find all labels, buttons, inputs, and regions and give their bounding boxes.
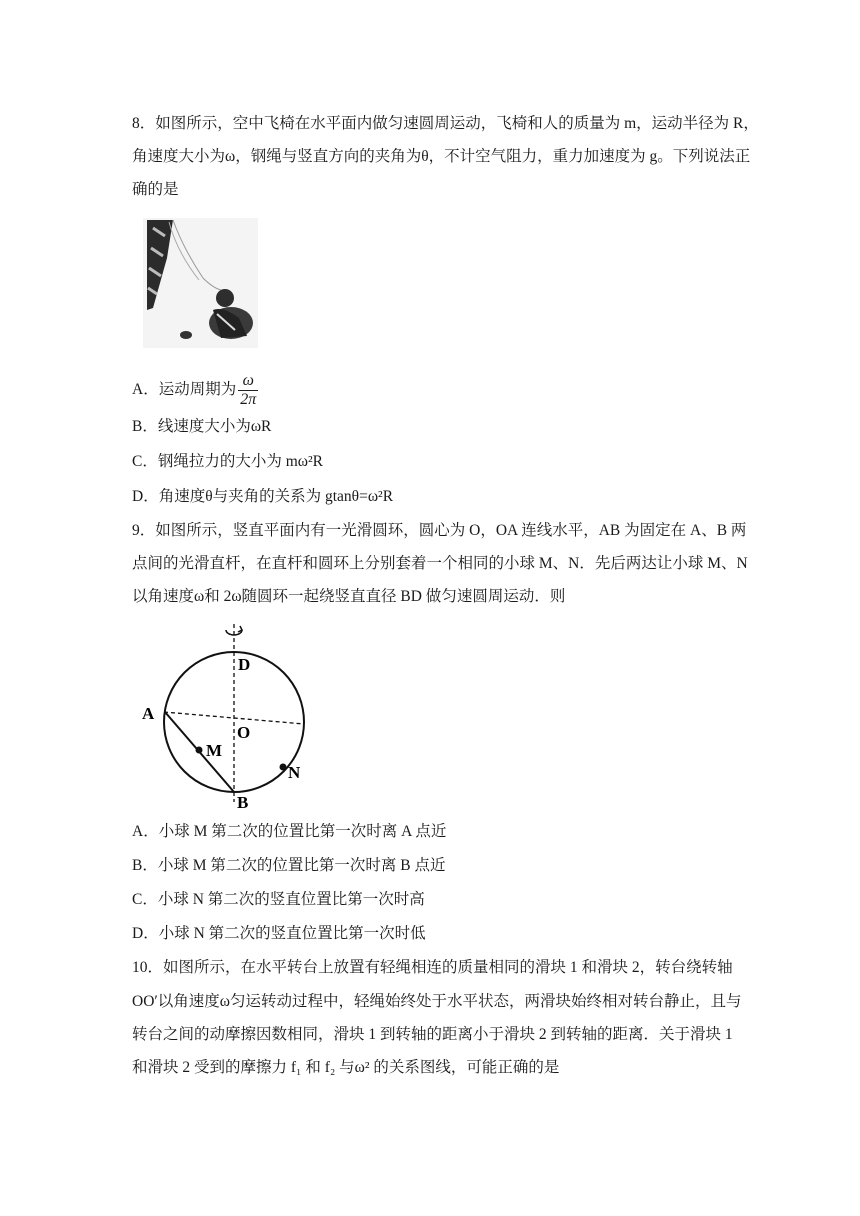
q8-option-a-fraction <box>238 372 258 409</box>
q9-stem-line3: 以角速度ω和 2ω随圆环一起绕竖直直径 BD 做匀速圆周运动．则 <box>132 588 566 605</box>
q8-swing-ride-figure <box>143 218 258 348</box>
q8-stem-line1: 8．如图所示，空中飞椅在水平面内做匀速圆周运动，飞椅和人的质量为 m，运动半径为 R， <box>132 115 759 132</box>
q9-label-m: M <box>206 741 223 760</box>
q10-stem-line2: OO′以角速度ω匀运转动过程中，轻绳始终处于水平状态，两滑块始终相对转台静止，且与 <box>132 993 742 1010</box>
q9-label-n: N <box>288 763 301 782</box>
q9-option-b: B．小球 M 第二次的位置比第一次时离 B 点近 <box>132 857 446 874</box>
q9-stem-line2: 点间的光滑直杆，在直杆和圆环上分别套着一个相同的小球 M、N．先后两达让小球 M、N <box>132 555 748 572</box>
q8-option-a-denominator: 2π <box>240 391 257 408</box>
q8-option-a <box>132 372 258 409</box>
q8-stem-line2: 角速度大小为ω，钢绳与竖直方向的夹角为θ，不计空气阻力，重力加速度为 g。下列说法正 <box>132 148 751 165</box>
q9-label-b: B <box>237 793 249 812</box>
q9-option-d: D．小球 N 第二次的竖直位置比第一次时低 <box>132 925 426 942</box>
q8-option-c: C．钢绳拉力的大小为 mω²R <box>132 453 323 470</box>
q8-option-d: D．角速度θ与夹角的关系为 gtanθ=ω²R <box>132 488 394 505</box>
q8-option-a-text: A．运动周期为 <box>132 381 237 399</box>
q9-label-d: D <box>238 655 251 674</box>
q9-option-c: C．小球 N 第二次的竖直位置比第一次时高 <box>132 891 425 908</box>
q9-label-a: A <box>142 704 155 723</box>
q9-stem-line1: 9．如图所示，竖直平面内有一光滑圆环，圆心为 O，OA 连线水平，AB 为固定在 A、B 两 <box>132 522 747 539</box>
q8-stem-line3: 确的是 <box>132 181 179 198</box>
q10-stem-line3: 转台之间的动摩擦因数相同，滑块 1 到转轴的距离小于滑块 2 到转轴的距离．关于滑块 1 <box>132 1026 733 1043</box>
q8-option-a-numerator: ω <box>238 372 258 391</box>
q10-stem-line1: 10．如图所示，在水平转台上放置有轻绳相连的质量相同的滑块 1 和滑块 2，转台绕转轴 <box>132 959 733 976</box>
q9-option-a: A．小球 M 第二次的位置比第一次时离 A 点近 <box>132 823 447 840</box>
q8-option-b: B．线速度大小为ωR <box>132 418 272 435</box>
q9-label-o: O <box>237 723 251 742</box>
q9-ring-figure <box>138 612 313 812</box>
q10-stem-line4: 和滑块 2 受到的摩擦力 f₁ 和 f₂ 与ω² 的关系图线，可能正确的是 <box>132 1059 560 1076</box>
